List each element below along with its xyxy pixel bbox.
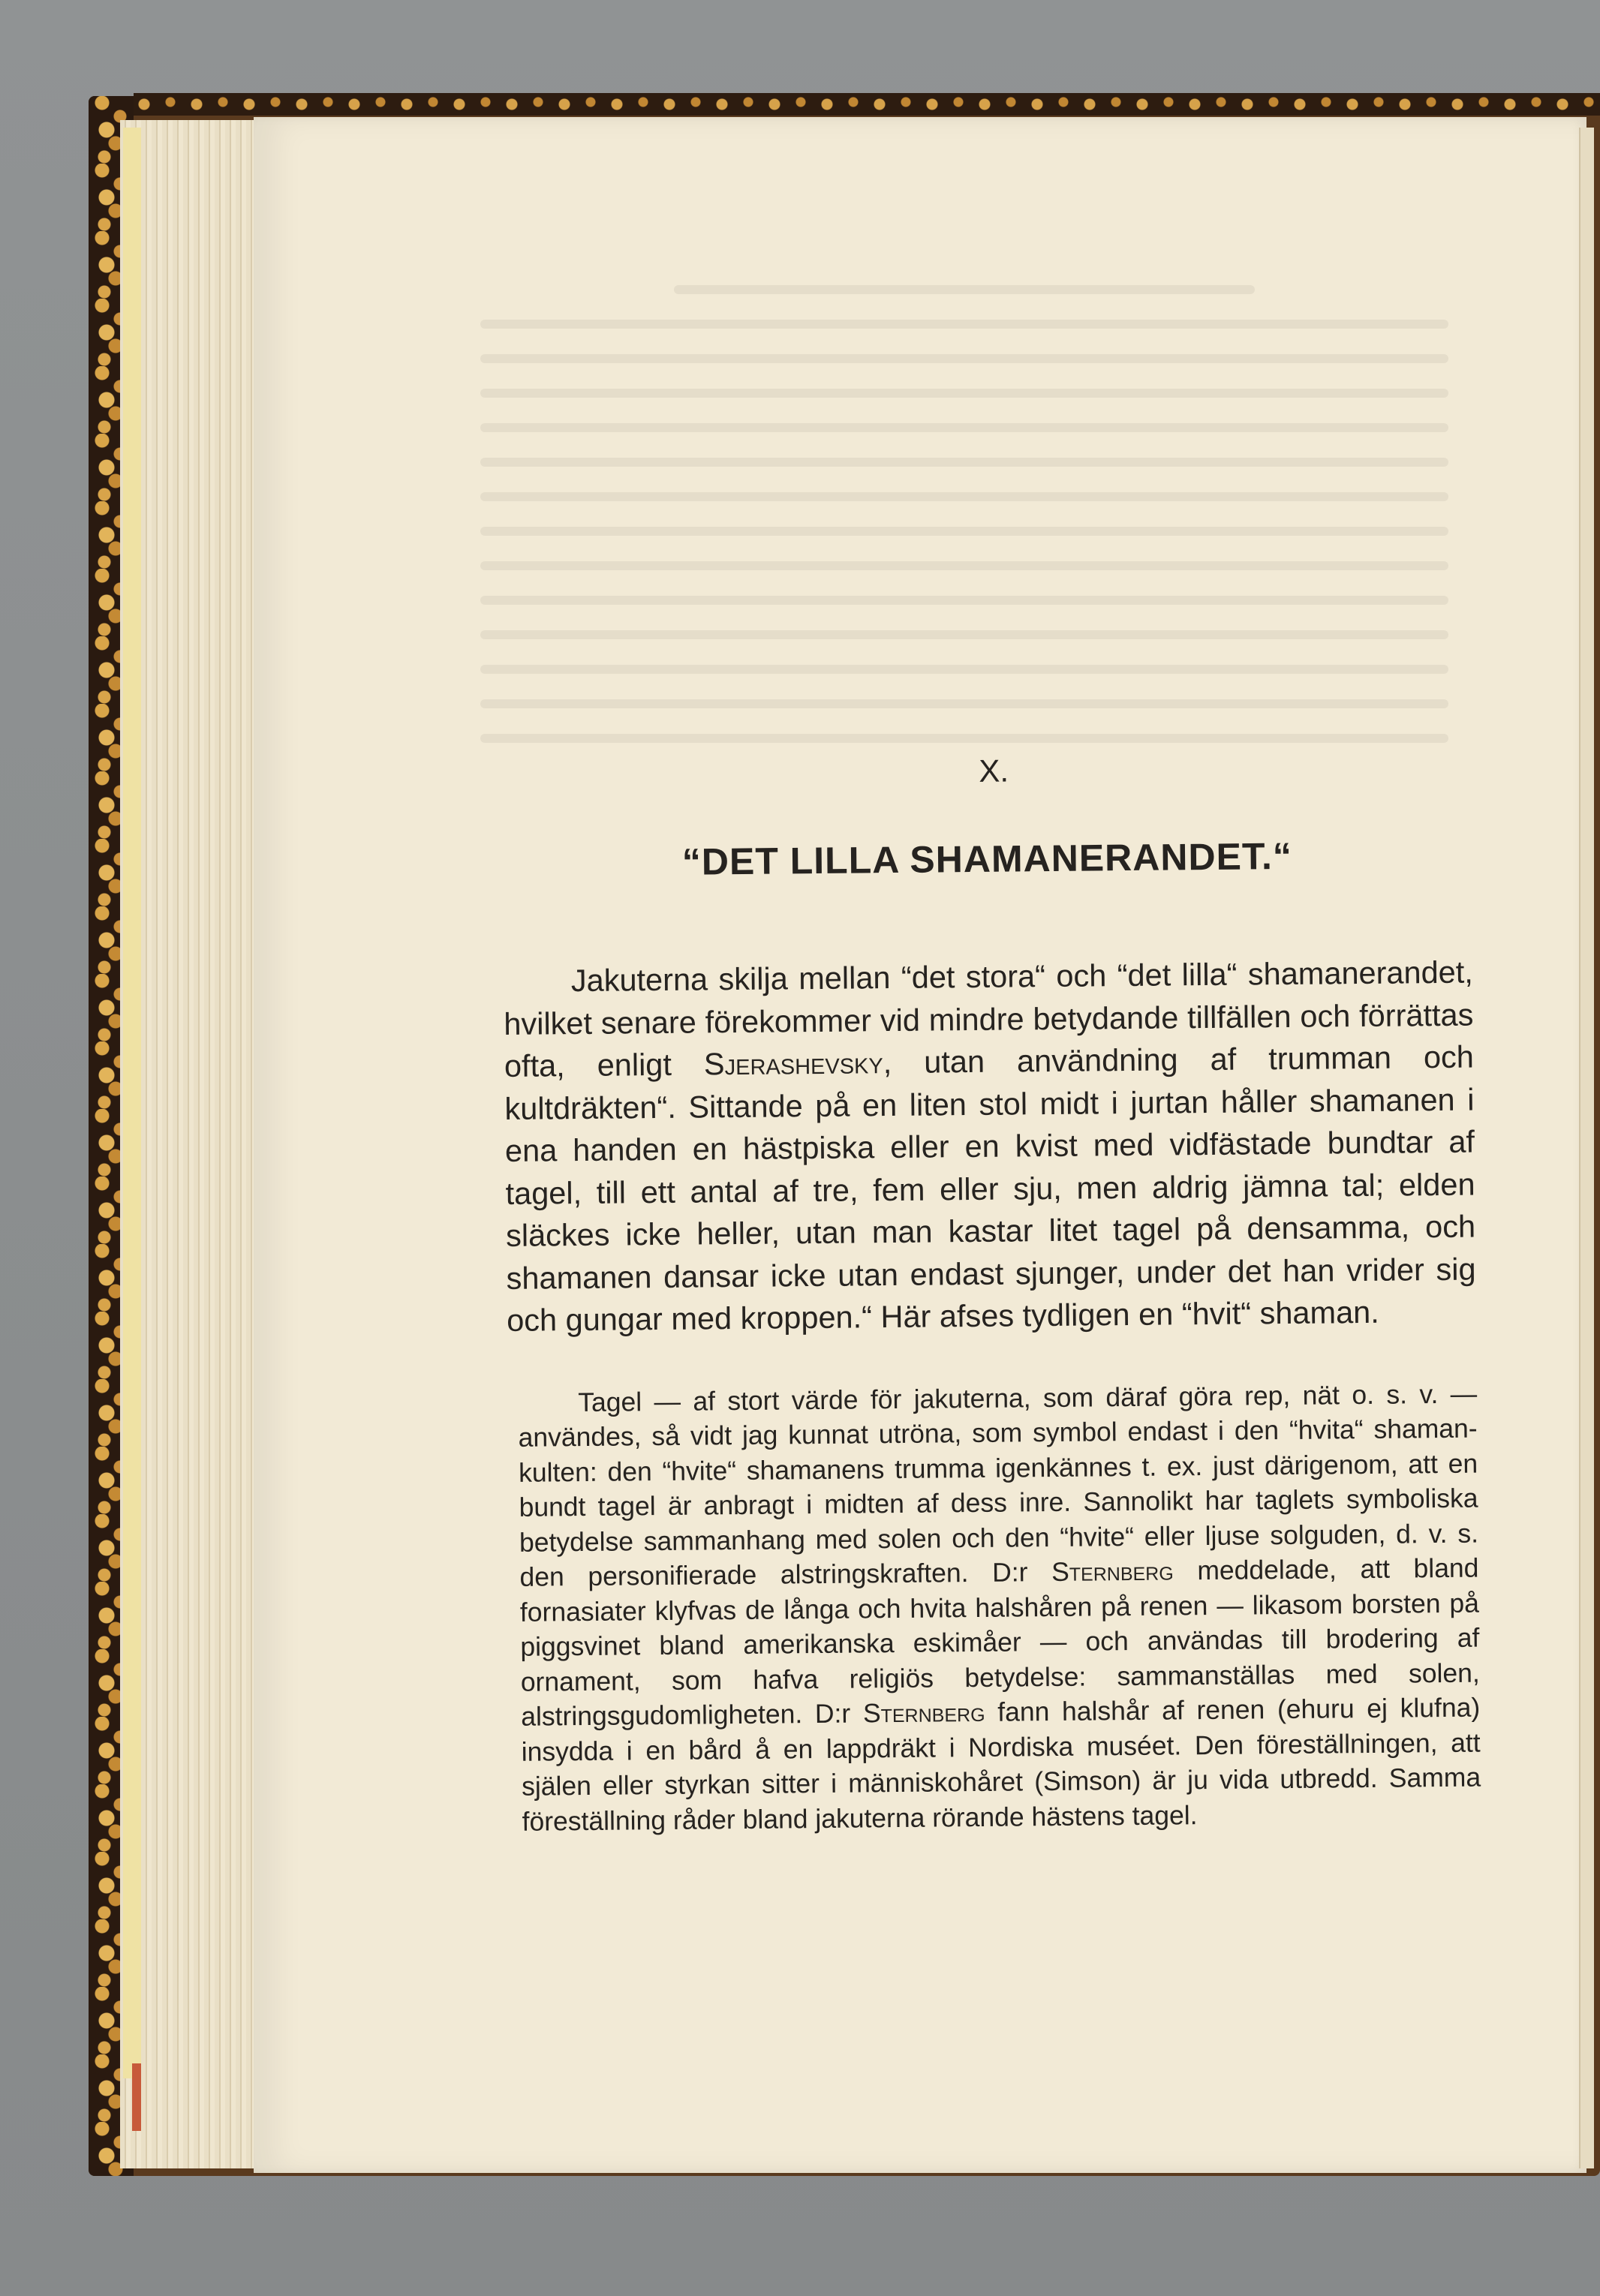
bookmark-tab <box>132 2063 141 2131</box>
show-through-line <box>480 699 1448 708</box>
author-name: Sternberg <box>1051 1555 1174 1588</box>
show-through-line <box>674 285 1255 294</box>
show-through-text <box>480 285 1448 810</box>
author-name: Sternberg <box>862 1696 985 1729</box>
show-through-line <box>480 561 1448 570</box>
footnote-text-part: Tagel — af stort värde för jakuterna, som däraf göra rep, nät o. s. v. — användes, så vidt jag kunnat utröna, som symbol endast i den “hvita“ shaman-kulten: den “hvite“ shamanens trumma igenkännes t. ex. just därigenom, att en bundt tagel är anbragt i midten af dess inre. Sannolikt har taglets symboliska betydelse sammanhang med solen och den “hvite“ eller ljuse solguden, d. v. s. den personifierade alstringskraften. D:r <box>518 1378 1479 1592</box>
show-through-line <box>480 630 1448 639</box>
show-through-line <box>480 320 1448 329</box>
body-text-part: Jakuterna skilja mellan “det stora“ och “det lilla“ shamanerandet, hvilket senare förekommer vid mindre betydande tillfällen och förrättas ofta, enligt <box>504 954 1474 1083</box>
show-through-line <box>480 423 1448 432</box>
show-through-line <box>480 492 1448 501</box>
show-through-line <box>480 665 1448 674</box>
page-content <box>501 749 1481 1839</box>
footnote-text-part: fann halshår af renen (ehuru ej klufna) insydda i en bård å en lappdräkt i Nordiska muséet. Den föreställningen, att själen eller styrkan sitter i människohåret (Simson) är ju vida utbredd. Samma föreställning råder bland jakuterna rörande hästens tagel. <box>521 1692 1481 1837</box>
show-through-line <box>480 596 1448 605</box>
page-right-edge <box>1579 128 1594 2168</box>
show-through-line <box>480 527 1448 536</box>
show-through-line <box>480 458 1448 467</box>
footnote-paragraph <box>518 1376 1481 1839</box>
body-text-part: , utan användning af trumman och kultdräkten“. Sittande på en liten stol midt i jurtan håller shamanen i ena handen en hästpiska eller en kvist med vidfästade bundtar af tagel, till ett antal af tre, fem eller sju, men aldrig jämna tal; elden släckes icke heller, utan man kastar litet tagel på densamma, och shamanen dansar icke utan endast sjunger, under det han vrider sig och gungar med kroppen.“ Här afses tydligen en “hvit“ shaman. <box>504 1038 1476 1338</box>
show-through-line <box>480 389 1448 398</box>
chapter-number: X. <box>979 753 1009 789</box>
marbled-top-edge <box>134 93 1600 116</box>
flyleaf-strip <box>123 128 141 2078</box>
show-through-line <box>480 354 1448 363</box>
author-name: Sjerashevsky <box>703 1044 883 1082</box>
footnote-text-part: meddelade, att bland fornasiater klyfvas de långa och hvita halshåren på renen — likasom borsten på piggsvinet bland amerikanska eskimåer — och användas till brodering af ornament, som hafva religiös betydelse: sammanställas med solen, alstringsgudomligheten. D:r <box>519 1552 1480 1732</box>
chapter-title: “DET LILLA SHAMANERANDET.“ <box>681 834 1293 883</box>
show-through-line <box>480 734 1448 743</box>
body-paragraph <box>504 951 1477 1342</box>
